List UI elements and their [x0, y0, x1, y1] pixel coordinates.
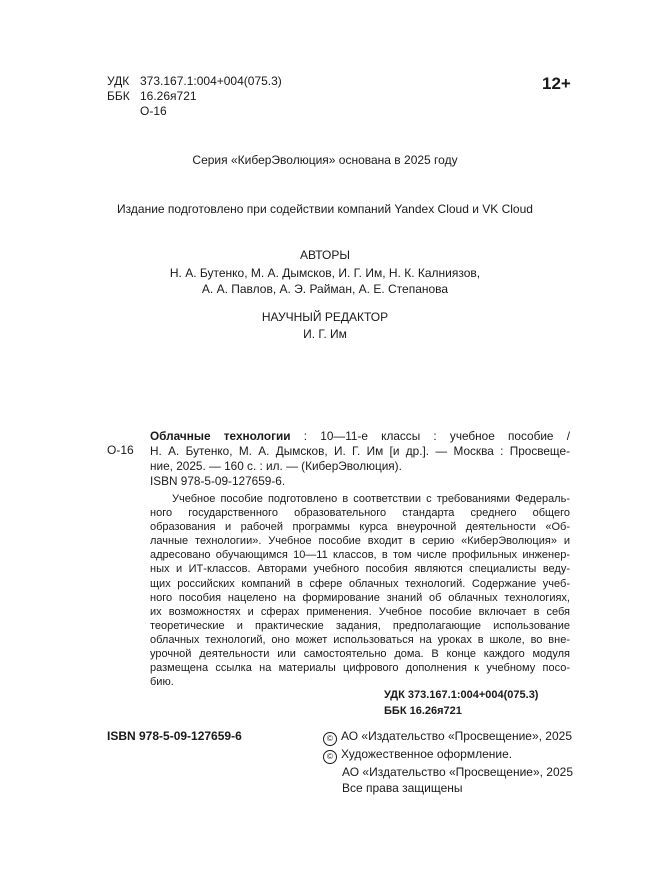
series-note: Серия «КиберЭволюция» основана в 2025 году [192, 153, 458, 167]
copyright-block [323, 728, 573, 796]
copyright-publisher: АО «Издательство «Просвещение», 2025 [341, 729, 573, 743]
description-line: облачных технологий, оно может использоваться на уроках в школе, во вне- [150, 633, 570, 646]
description-line: их возможностях и сферах применения. Учебное пособие включает в себя [150, 605, 570, 618]
copyright-line-1 [323, 728, 573, 746]
bbk-label: ББК [107, 89, 130, 103]
record-line-1 [150, 429, 570, 444]
bbk-value: 16.26я721 [140, 89, 197, 103]
age-rating-badge: 12+ [542, 74, 571, 93]
authors-heading: АВТОРЫ [300, 248, 350, 262]
description-line: ных и ИТ-классов. Авторами учебного пособия являются специалисты веду- [150, 563, 570, 576]
record-line-3: ние, 2025. — 160 с. : ил. — (КиберЭволюция). [150, 459, 402, 473]
all-rights-reserved: Все права защищены [342, 781, 463, 795]
description-line: образования и рабочей программы курса внеурочной деятельности «Об- [150, 521, 570, 534]
book-title: Облачные технологии [150, 429, 291, 443]
udk-label: УДК [107, 74, 130, 88]
description-line: адресовано обучающимся 10—11 классов, в том числе профильных инженер- [150, 549, 570, 562]
bbk-code [107, 89, 197, 104]
record-author-mark: О-16 [107, 443, 134, 457]
description-line: размещена ссылка на материалы цифрового дополнения к учебному посо- [150, 662, 570, 675]
description-line: щих российских компаний в сфере облачных технологий. Содержание учеб- [150, 577, 570, 590]
editor-heading: НАУЧНЫЙ РЕДАКТОР [261, 310, 389, 324]
copyright-design-owner: АО «Издательство «Просвещение», 2025 [342, 765, 574, 779]
support-note: Издание подготовлено при содействии компаний Yandex Cloud и VK Cloud [117, 202, 533, 216]
description-line: бию. [150, 676, 174, 689]
copyright-icon: © [323, 750, 337, 764]
classification-udk: УДК 373.167.1:004+004(075.3) [384, 689, 539, 701]
description-line: лачные технологии». Учебное пособие входит в серию «КиберЭволюция» и [150, 535, 570, 548]
description [150, 492, 570, 689]
copyright-design: Художественное оформление. [341, 747, 513, 761]
udk-code [107, 74, 282, 89]
description-line: ного государственного образовательного стандарта среднего общего [150, 507, 570, 520]
udk-value: 373.167.1:004+004(075.3) [140, 74, 282, 88]
record-line-1-rest: : 10—11-е классы : учебное пособие / [290, 429, 571, 443]
copyright-line-2 [323, 746, 573, 764]
copyright-icon: © [323, 732, 337, 746]
author-mark: О-16 [140, 104, 167, 118]
record-line-2: Н. А. Бутенко, М. А. Дымсков, И. Г. Им [и др.]. — Москва : Просвеще- [150, 444, 570, 458]
editor-name: И. Г. Им [303, 327, 347, 341]
authors-line-2: А. А. Павлов, А. Э. Райман, А. Е. Степанова [201, 282, 449, 296]
footer-isbn: ISBN 978-5-09-127659-6 [107, 729, 242, 743]
description-line: урочной деятельности или самостоятельно дома. В конце каждого модуля [150, 648, 570, 661]
classification-bbk: ББК 16.26я721 [384, 705, 462, 717]
description-line: Учебное пособие подготовлено в соответствии с требованиями Федераль- [172, 493, 570, 505]
description-line: ного пособия нацелено на формирование знаний об облачных технологиях, [150, 591, 570, 604]
record-isbn: ISBN 978-5-09-127659-6. [150, 474, 286, 488]
bibliographic-record [150, 429, 570, 489]
authors-line-1: Н. А. Бутенко, М. А. Дымсков, И. Г. Им, Н. К. Калниязов, [169, 266, 481, 280]
description-line: теоретические и практические задания, предполагающие использование [150, 619, 570, 632]
